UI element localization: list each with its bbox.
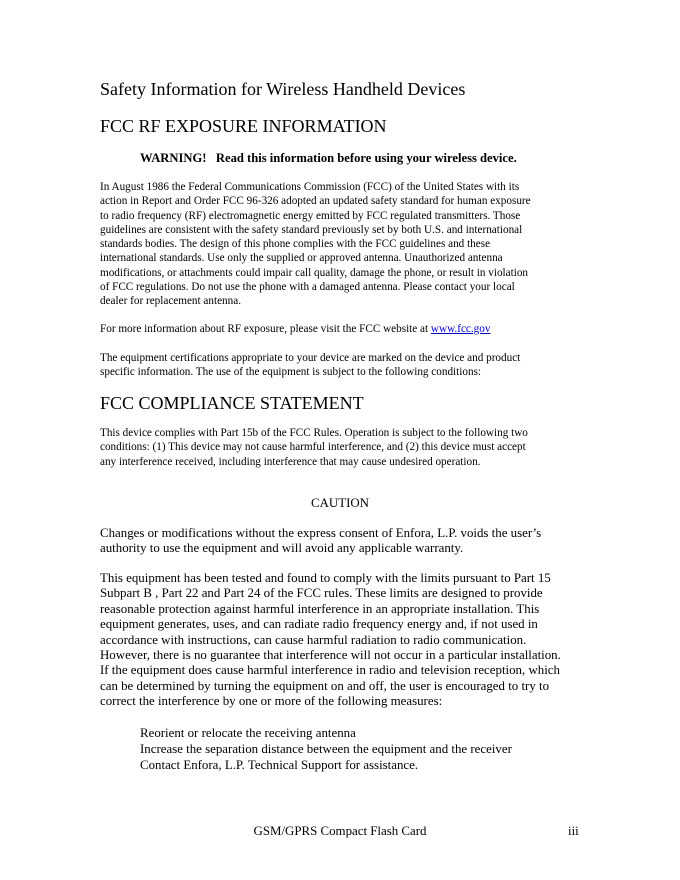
paragraph-more-info bbox=[100, 322, 490, 336]
paragraph-testing bbox=[100, 571, 561, 710]
page-title: Safety Information for Wireless Handheld Devices bbox=[100, 79, 466, 99]
text-line: of FCC regulations. Do not use the phone with a damaged antenna. Please contact your local bbox=[100, 280, 515, 293]
text-line: international standards. Use only the supplied or approved antenna. Unauthorized antenna bbox=[100, 252, 503, 265]
text-line: guidelines are consistent with the safety standard previously set by both U.S. and international bbox=[100, 223, 523, 236]
section-heading-compliance: FCC COMPLIANCE STATEMENT bbox=[100, 393, 364, 413]
text-line: action in Report and Order FCC 96-326 adopted an updated safety standard for human exposure bbox=[100, 195, 531, 208]
section-heading-rf-exposure: FCC RF EXPOSURE INFORMATION bbox=[100, 116, 387, 136]
text-line: This device complies with Part 15b of the FCC Rules. Operation is subject to the following two bbox=[100, 427, 528, 439]
text-line: accordance with instructions, can cause harmful radiation to radio communication. bbox=[100, 632, 527, 647]
text-line: specific information. The use of the equipment is subject to the following conditions: bbox=[100, 366, 482, 379]
footer-title: GSM/GPRS Compact Flash Card bbox=[253, 824, 427, 838]
fcc-website-link[interactable]: www.fcc.gov bbox=[430, 323, 491, 335]
text-line: conditions: (1) This device may not cause harmful interference, and (2) this device must accept bbox=[100, 441, 526, 454]
page-number: iii bbox=[568, 824, 579, 838]
text-line: can be determined by turning the equipment on and off, the user is encouraged to try to bbox=[100, 678, 550, 693]
text-line: authority to use the equipment and will avoid any applicable warranty. bbox=[100, 541, 464, 556]
list-item: Increase the separation distance between the equipment and the receiver bbox=[140, 742, 512, 756]
text-line: Subpart B , Part 22 and Part 24 of the FCC rules. These limits are designed to provide bbox=[100, 586, 543, 601]
text-line: Changes or modifications without the express consent of Enfora, L.P. voids the user’s bbox=[100, 526, 542, 540]
text-line: to radio frequency (RF) electromagnetic energy emitted by FCC regulated transmitters. Those bbox=[100, 209, 521, 222]
text-line: This equipment has been tested and found to comply with the limits pursuant to Part 15 bbox=[100, 571, 551, 585]
text-line: The equipment certifications appropriate to your device are marked on the device and product bbox=[100, 352, 521, 364]
list-item: Reorient or relocate the receiving antenna bbox=[140, 726, 356, 740]
text-line: For more information about RF exposure, please visit the FCC website at bbox=[100, 323, 431, 335]
text-line: correct the interference by one or more of the following measures: bbox=[100, 694, 443, 709]
list-item: Contact Enfora, L.P. Technical Support for assistance. bbox=[140, 758, 419, 772]
warning-text: WARNING! Read this information before using your wireless device. bbox=[140, 151, 517, 165]
text-line: standards bodies. The design of this phone complies with the FCC guidelines and these bbox=[100, 238, 491, 250]
paragraph-certifications bbox=[100, 351, 520, 380]
measures-list bbox=[140, 725, 512, 773]
text-line: If the equipment does cause harmful interference in radio and television reception, which bbox=[100, 663, 560, 678]
text-line: In August 1986 the Federal Communications Commission (FCC) of the United States with its bbox=[100, 181, 520, 193]
text-line: reasonable protection against harmful interference in an appropriate installation. This bbox=[100, 601, 540, 616]
text-line: equipment generates, uses, and can radiate radio frequency energy and, if not used in bbox=[100, 617, 538, 632]
caution-heading: CAUTION bbox=[310, 496, 369, 510]
paragraph-compliance bbox=[100, 426, 528, 469]
text-line: However, there is no guarantee that interference will not occur in a particular installation. bbox=[100, 648, 561, 663]
text-line: modifications, or attachments could impair call quality, damage the phone, or result in violation bbox=[100, 266, 529, 279]
text-line: dealer for replacement antenna. bbox=[100, 295, 242, 307]
paragraph-modifications bbox=[100, 526, 541, 557]
text-line: any interference received, including interference that may cause undesired operation. bbox=[100, 455, 481, 468]
paragraph-rf-history bbox=[100, 180, 531, 308]
